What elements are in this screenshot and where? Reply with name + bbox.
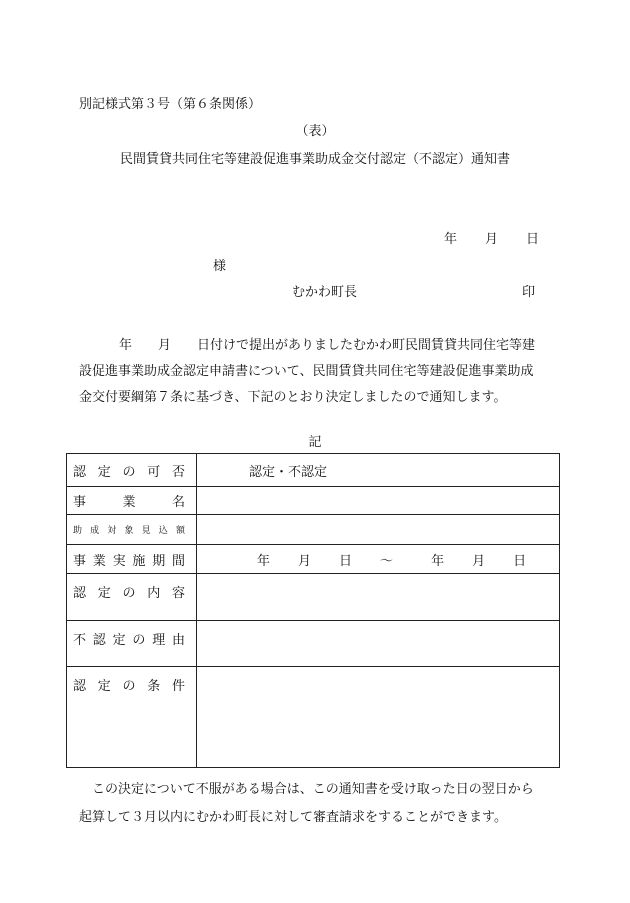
label-content <box>73 582 185 601</box>
row-label <box>67 667 197 768</box>
period-start-day: 日 <box>339 553 353 569</box>
label-char: 見 <box>141 526 151 536</box>
document-title: 民間賃貸共同住宅等建設促進事業助成金交付認定（不認定）通知書 <box>119 152 510 167</box>
label-char: 不 <box>73 633 87 648</box>
table-row <box>67 487 560 515</box>
row-label <box>67 454 197 487</box>
label-char: 理 <box>152 633 166 648</box>
label-char: 間 <box>171 553 185 569</box>
approval-value: 認定・不認定 <box>197 454 560 487</box>
label-char: 象 <box>124 526 134 536</box>
period-tilde: ～ <box>380 553 394 569</box>
seal-mark: 印 <box>522 285 536 300</box>
label-char: 定 <box>112 633 126 648</box>
conditions-value <box>197 667 560 768</box>
ki-heading: 記 <box>308 435 322 450</box>
table-row <box>67 545 560 574</box>
note-line-1: この決定について不服がある場合は、この通知書を受け取った日の翌日から <box>92 782 534 797</box>
label-char: 内 <box>147 586 161 601</box>
row-label <box>67 515 197 545</box>
period-start-month: 月 <box>298 553 312 569</box>
label-char: 容 <box>171 586 185 601</box>
content-value <box>197 574 560 621</box>
period-end-year: 年 <box>431 553 445 569</box>
table-row <box>67 515 560 545</box>
period-end-day: 日 <box>513 553 527 569</box>
row-label <box>67 545 197 574</box>
label-char: の <box>122 679 136 694</box>
appeal-note <box>79 776 559 832</box>
label-char: 認 <box>92 633 106 648</box>
table-row <box>67 454 560 487</box>
label-char: 認 <box>73 679 87 694</box>
body-line-2: 設促進事業助成金認定申請書について、民間賃貸共同住宅等建設促進事業助成 <box>79 364 534 379</box>
date-day: 日 <box>526 232 540 247</box>
recipient-honorific: 様 <box>213 259 227 274</box>
period-value <box>197 545 560 574</box>
date-year: 年 <box>444 232 458 247</box>
label-char: 業 <box>92 553 106 569</box>
label-char: 否 <box>171 464 185 480</box>
label-approval <box>73 461 185 480</box>
body-line-1: 年 月 日付けで提出がありましたむかわ町民間賃貸共同住宅等建 <box>119 338 536 353</box>
label-period <box>73 550 185 569</box>
reason-value <box>197 621 560 667</box>
decision-table <box>66 453 560 768</box>
label-char: 事 <box>73 553 87 569</box>
label-char: の <box>132 633 146 648</box>
label-char: 助 <box>73 526 83 536</box>
label-char: 額 <box>175 526 185 536</box>
label-char: 定 <box>97 586 111 601</box>
label-char: 由 <box>171 633 185 648</box>
row-label <box>67 621 197 667</box>
body-line-3: 金交付要綱第７条に基づき、下記のとおり決定しましたので通知します。 <box>79 390 507 405</box>
label-char: 名 <box>171 495 185 510</box>
form-number: 別記様式第３号（第６条関係） <box>79 97 262 112</box>
date-month: 月 <box>485 232 499 247</box>
front-side-label: （表） <box>295 124 335 139</box>
label-reason <box>73 629 185 648</box>
project-name-value <box>197 487 560 515</box>
period-start-year: 年 <box>257 553 271 569</box>
issue-date <box>444 232 539 248</box>
label-char: 定 <box>97 464 111 480</box>
table-row <box>67 574 560 621</box>
label-char: 認 <box>73 586 87 601</box>
label-char: 認 <box>73 464 87 480</box>
label-char: 条 <box>147 679 161 694</box>
label-char: 可 <box>147 464 161 480</box>
label-char: 込 <box>158 526 168 536</box>
label-conditions <box>73 675 185 694</box>
label-char: 対 <box>107 526 117 536</box>
row-label <box>67 574 197 621</box>
label-char: 定 <box>97 679 111 694</box>
label-char: 業 <box>122 495 136 510</box>
label-char: 実 <box>112 553 126 569</box>
table-row <box>67 621 560 667</box>
row-label <box>67 487 197 515</box>
period-end-month: 月 <box>472 553 486 569</box>
label-char: 件 <box>171 679 185 694</box>
label-char: 成 <box>90 526 100 536</box>
subsidy-amount-value <box>197 515 560 545</box>
sender-name: むかわ町長 <box>292 285 358 300</box>
label-char: 施 <box>132 553 146 569</box>
label-char: の <box>122 586 136 601</box>
body-paragraph <box>79 333 559 411</box>
label-char: の <box>122 464 136 480</box>
label-subsidy-amount <box>73 523 185 536</box>
label-char: 期 <box>152 553 166 569</box>
table-row <box>67 667 560 768</box>
label-char: 事 <box>73 495 87 510</box>
label-project-name <box>73 491 185 510</box>
note-line-2: 起算して３月以内にむかわ町長に対して審査請求をすることができます。 <box>79 810 507 825</box>
